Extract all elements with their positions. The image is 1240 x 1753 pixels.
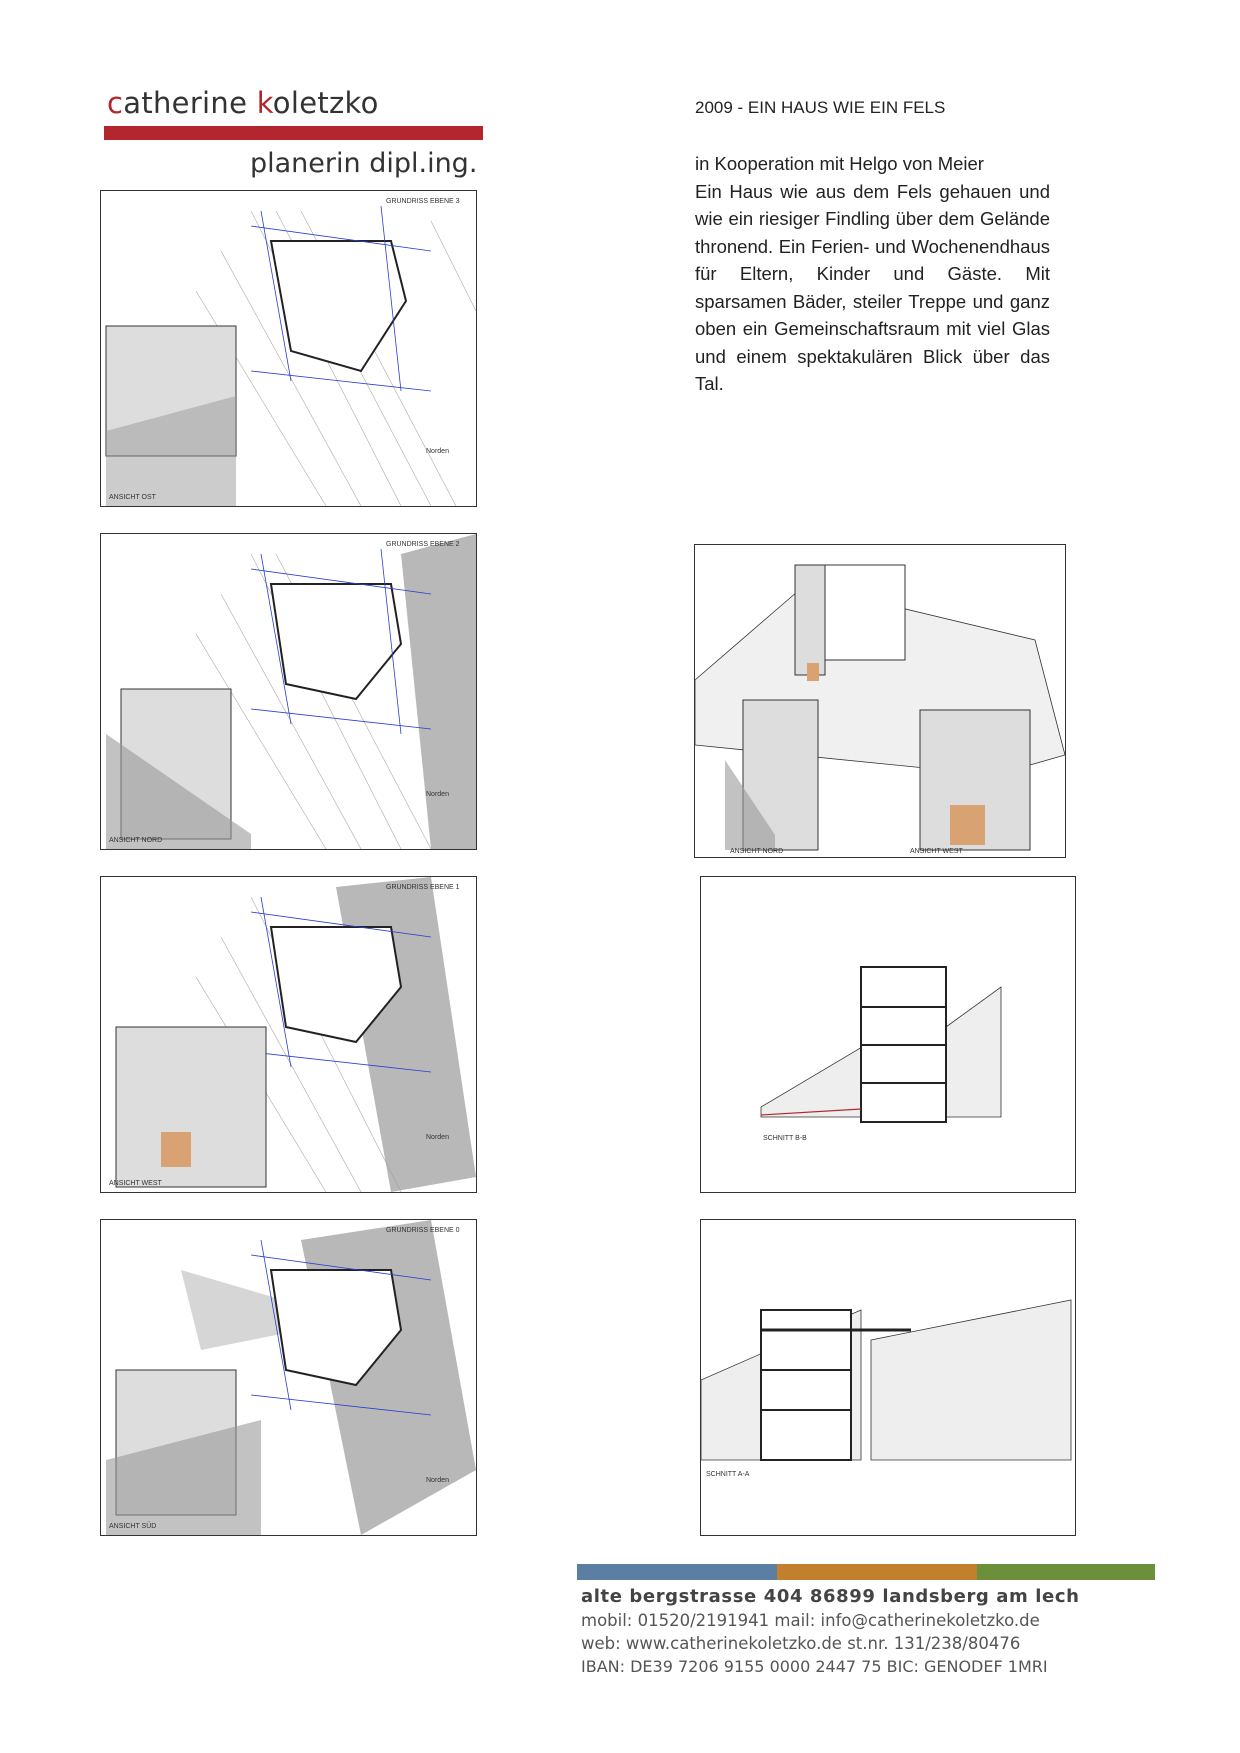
north-label-1: Norden [426,1134,449,1141]
plan-drawing-3 [101,191,476,506]
footer-bar-blue [577,1564,777,1580]
drawing-sheet-level-1 [100,876,477,1193]
section-b-drawing [701,877,1075,1192]
logo-name: catherine koletzko [107,86,379,120]
section-b-label: SCHNITT B-B [763,1135,807,1142]
footer-contact: mobil: 01520/2191941 mail: info@catherinekoletzko.de [581,1611,1040,1630]
plan-drawing-1 [101,877,476,1192]
view-label-2: ANSICHT NORD [109,837,163,844]
view-label-0: ANSICHT SÜD [109,1523,157,1530]
view-label-1: ANSICHT WEST [109,1180,162,1187]
logo-bar [104,126,483,140]
section-a-drawing [701,1220,1075,1535]
drawing-perspective [694,544,1066,858]
section-a-label: SCHNITT A-A [706,1471,750,1478]
perspective-label-nord: ANSICHT NORD [730,848,784,855]
project-title: 2009 - EIN HAUS WIE EIN FELS [695,98,946,117]
plan-drawing-2 [101,534,476,849]
view-label-3: ANSICHT OST [109,494,156,501]
drawing-sheet-level-0 [100,1219,477,1536]
drawing-section-b [700,876,1076,1193]
north-label-0: Norden [426,1477,449,1484]
footer-color-bars [577,1564,1155,1580]
plan-label-0: GRUNDRISS EBENE 0 [386,1227,460,1234]
footer-bar-green [977,1564,1155,1580]
plan-label-2: GRUNDRISS EBENE 2 [386,541,460,548]
logo-subtitle: planerin dipl.ing. [250,148,478,179]
footer-bar-orange [777,1564,977,1580]
plan-drawing-0 [101,1220,476,1535]
project-body: Ein Haus wie aus dem Fels gehauen und wie ein riesiger Findling über dem Gelände thronend. Ein Ferien- und Wochenendhaus für Eltern, Kinder und Gäste. Mit sparsamen Bäder, steiler Treppe und ganz oben ein Gemeinschaftsraum mit viel Glas und einem spektakulären Blick über das Tal. [695,180,1050,394]
north-label-2: Norden [426,791,449,798]
plan-label-3: GRUNDRISS EBENE 3 [386,198,460,205]
drawing-sheet-level-2 [100,533,477,850]
project-cooperation: in Kooperation mit Helgo von Meier [695,153,984,174]
plan-label-1: GRUNDRISS EBENE 1 [386,884,460,891]
north-label-3: Norden [426,448,449,455]
perspective-drawing [695,545,1065,857]
drawing-sheet-level-3 [100,190,477,507]
drawing-section-a [700,1219,1076,1536]
perspective-label-west: ANSICHT WEST [910,848,963,855]
footer-bank: IBAN: DE39 7206 9155 0000 2447 75 BIC: GENODEF 1MRI [581,1657,1048,1676]
project-description [695,150,1050,398]
footer-address: alte bergstrasse 404 86899 landsberg am lech [581,1586,1080,1607]
footer-web: web: www.catherinekoletzko.de st.nr. 131/238/80476 [581,1634,1021,1653]
